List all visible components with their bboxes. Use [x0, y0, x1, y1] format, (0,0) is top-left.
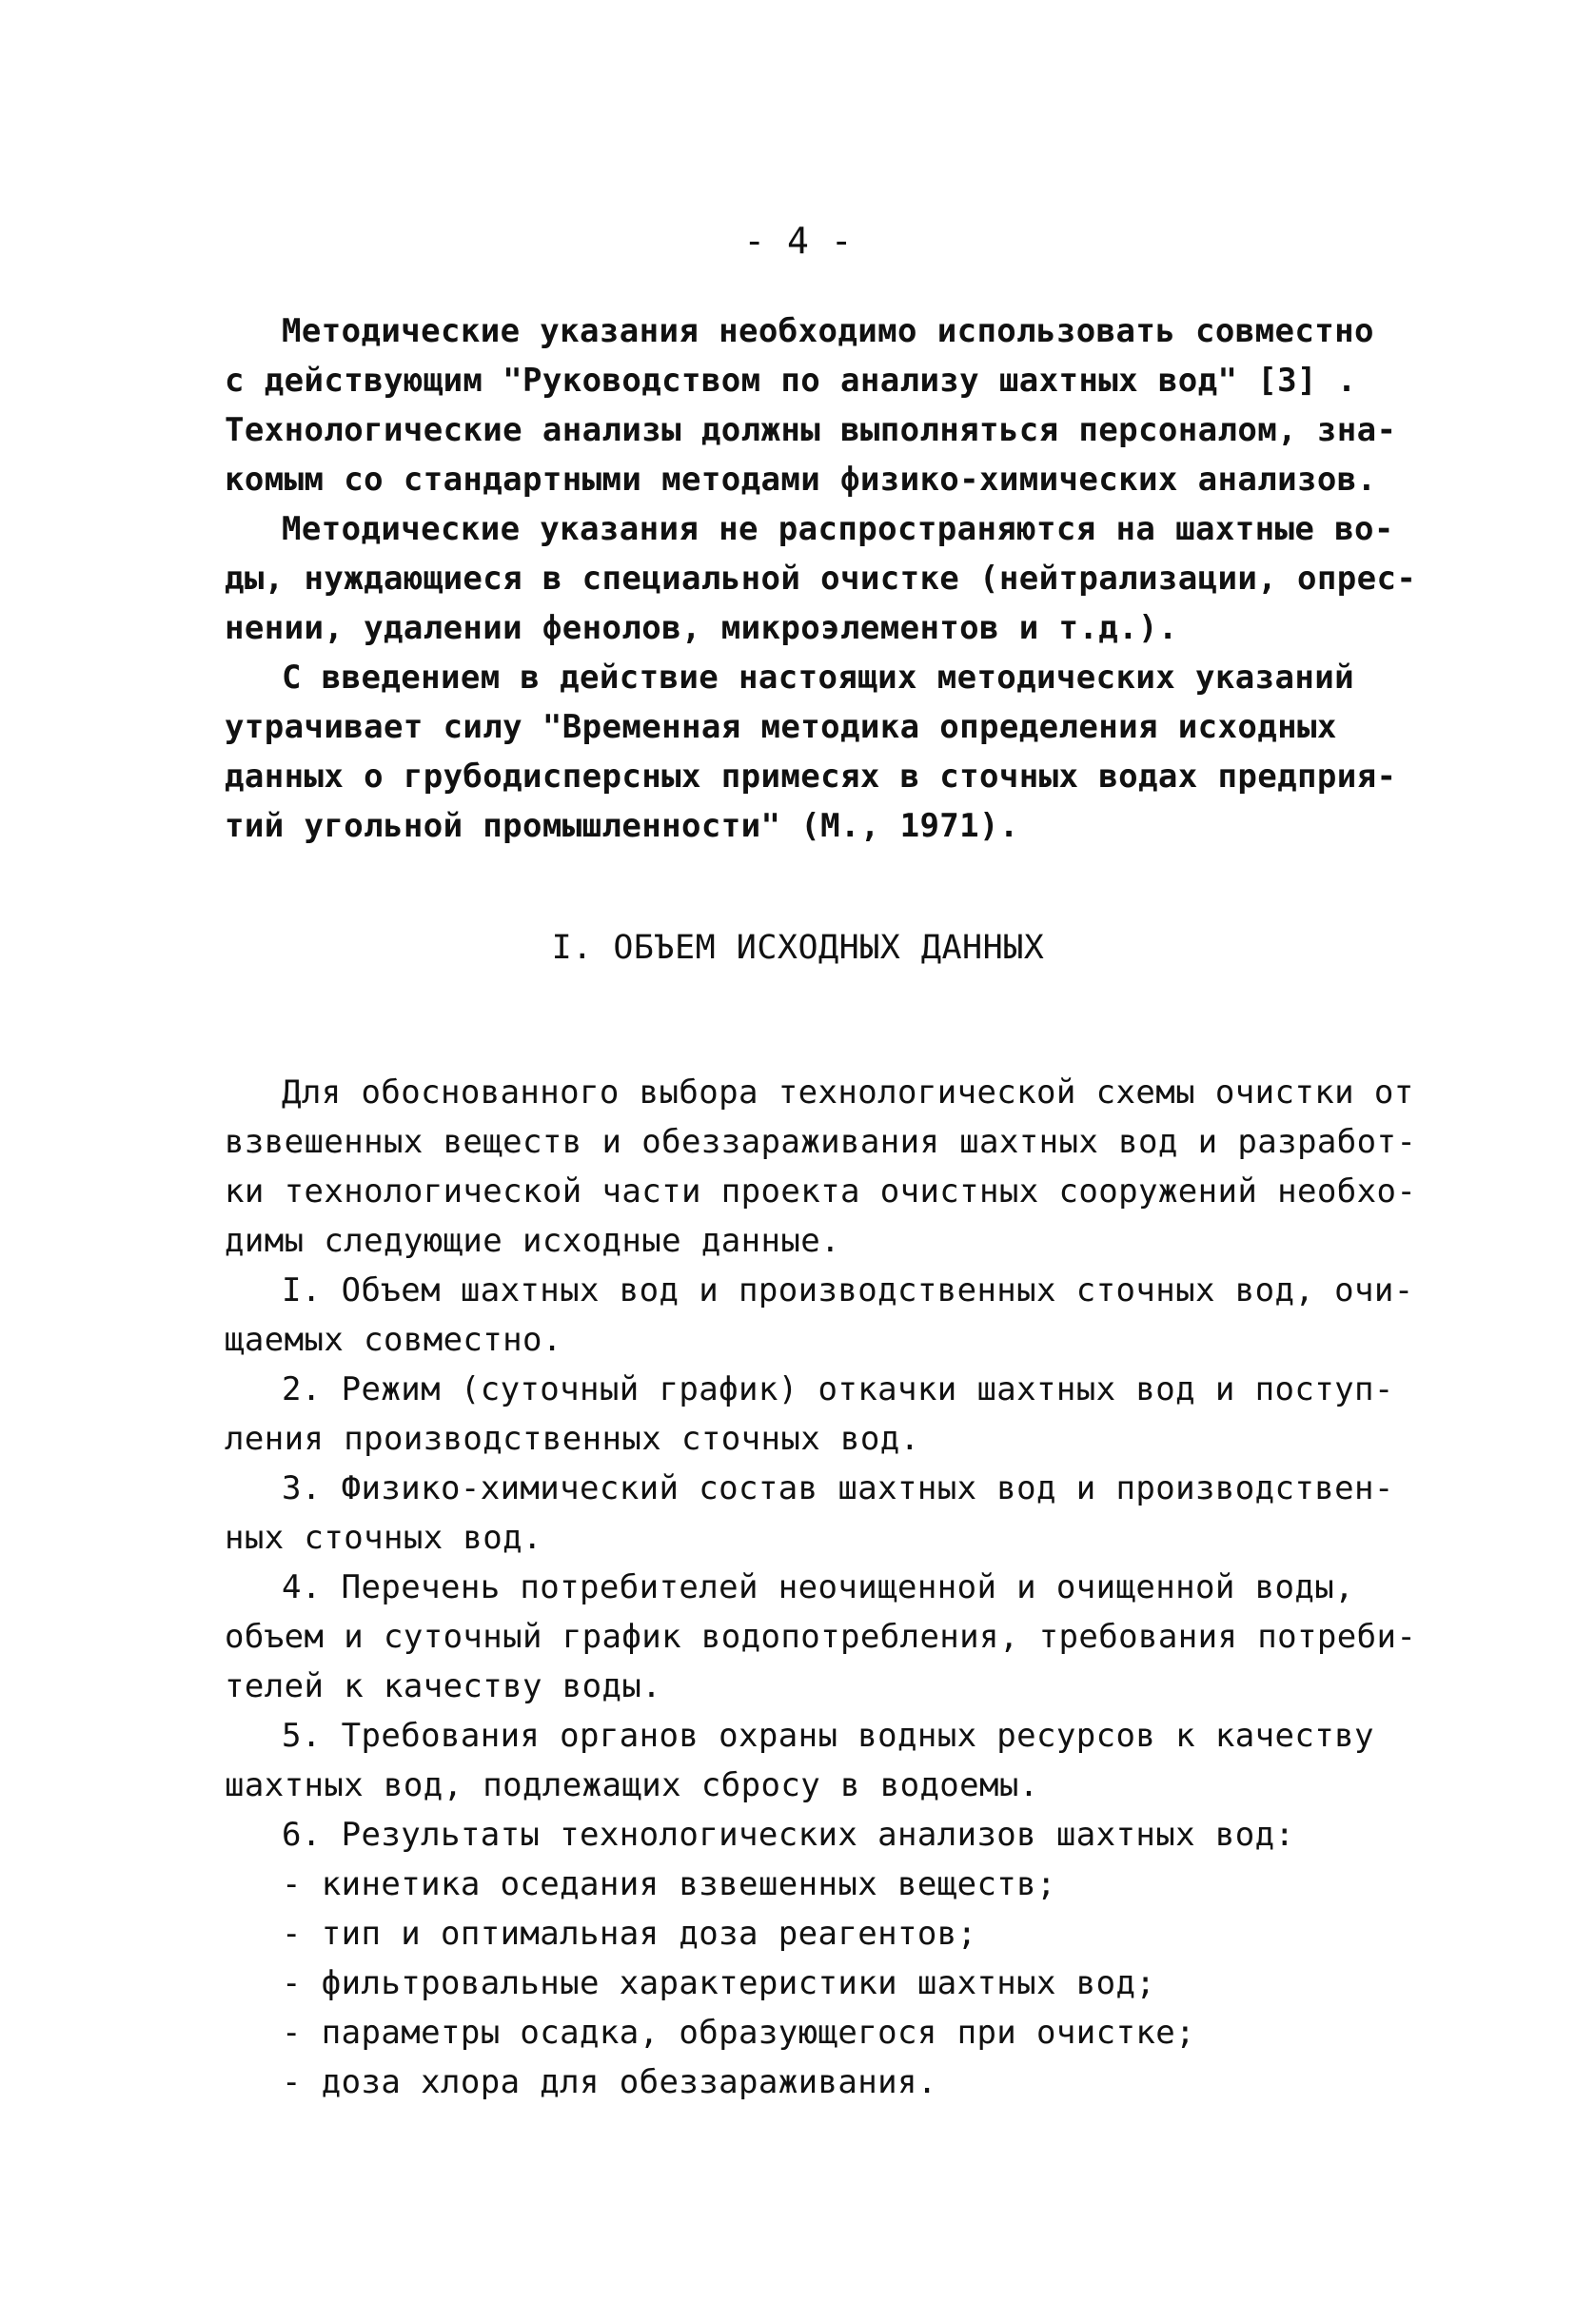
list-item: 4. Перечень потребителей неочищенной и очищенной воды,	[282, 1568, 1354, 1606]
page-number: - 4 -	[743, 220, 853, 262]
sub-list-item: - кинетика оседания взвешенных веществ;	[282, 1865, 1056, 1903]
intro-line: данных о грубодисперсных примесях в сточных водах предприя-	[225, 758, 1397, 796]
sub-list-item: - тип и оптимальная доза реагентов;	[282, 1915, 977, 1953]
body-line: ления производственных сточных вод.	[225, 1420, 920, 1458]
body-line: шахтных вод, подлежащих сбросу в водоемы.	[225, 1766, 1039, 1804]
intro-line: тий угольной промышленности" (М., 1971).	[225, 807, 1019, 845]
intro-line: Методические указания необходимо использовать совместно	[282, 312, 1374, 350]
body-line: объем и суточный график водопотребления, требования потреби-	[225, 1618, 1417, 1656]
intro-line: утрачивает силу "Временная методика определения исходных	[225, 708, 1337, 746]
sub-list-item: - доза хлора для обеззараживания.	[282, 2063, 937, 2101]
sub-list-item: - фильтровальные характеристики шахтных вод;	[282, 1964, 1156, 2002]
list-item: 5. Требования органов охраны водных ресурсов к качеству	[282, 1717, 1374, 1755]
body-line: Для обоснованного выбора технологической схемы очистки от	[282, 1073, 1414, 1112]
intro-line: Методические указания не распространяются на шахтные во-	[282, 510, 1394, 548]
list-item: 2. Режим (суточный график) откачки шахтных вод и поступ-	[282, 1370, 1394, 1408]
intro-line: С введением в действие настоящих методических указаний	[282, 659, 1354, 697]
intro-line: Технологические анализы должны выполняться персоналом, зна-	[225, 411, 1397, 449]
list-item: 6. Результаты технологических анализов шахтных вод:	[282, 1816, 1295, 1854]
body-line: ки технологической части проекта очистных сооружений необхо-	[225, 1172, 1417, 1211]
section-heading: I. ОБЪЕМ ИСХОДНЫХ ДАННЫХ	[551, 929, 1045, 967]
body-line: телей к качеству воды.	[225, 1667, 662, 1705]
list-item: I. Объем шахтных вод и производственных сточных вод, очи-	[282, 1271, 1414, 1309]
intro-line: комым со стандартными методами физико-химических анализов.	[225, 461, 1377, 499]
list-item: 3. Физико-химический состав шахтных вод и производствен-	[282, 1469, 1394, 1507]
body-line: взвешенных веществ и обеззараживания шахтных вод и разработ-	[225, 1123, 1417, 1161]
intro-line: ды, нуждающиеся в специальной очистке (нейтрализации, опрес-	[225, 560, 1417, 598]
body-line: щаемых совместно.	[225, 1321, 562, 1359]
intro-line: с действующим "Руководством по анализу шахтных вод" [3] .	[225, 362, 1357, 400]
sub-list-item: - параметры осадка, образующегося при очистке;	[282, 2014, 1196, 2052]
intro-line: нении, удалении фенолов, микроэлементов и т.д.).	[225, 609, 1178, 647]
body-line: димы следующие исходные данные.	[225, 1222, 840, 1260]
body-line: ных сточных вод.	[225, 1519, 542, 1557]
